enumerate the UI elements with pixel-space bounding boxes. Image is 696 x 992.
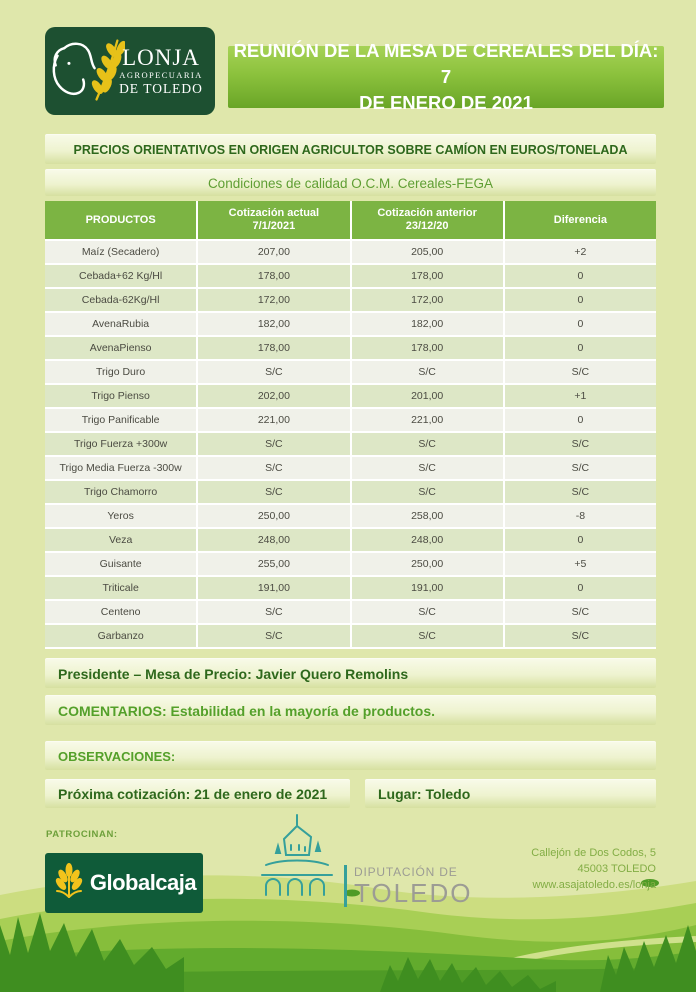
wheat-icon — [52, 863, 86, 903]
value-cell: 0 — [505, 289, 656, 311]
column-header-label: Diferencia — [553, 213, 607, 226]
contact-address — [531, 845, 656, 893]
value-cell: 178,00 — [352, 337, 505, 359]
product-cell: Cebada-62Kg/Hl — [45, 289, 198, 311]
column-header-label: Cotización actual — [228, 207, 320, 219]
value-cell: +2 — [505, 241, 656, 263]
value-cell: S/C — [198, 361, 351, 383]
product-cell: Maíz (Secadero) — [45, 241, 198, 263]
value-cell: 202,00 — [198, 385, 351, 407]
precios-band: PRECIOS ORIENTATIVOS EN ORIGEN AGRICULTOR SOBRE CAMÍON EN EUROS/TONELADA — [45, 134, 656, 164]
table-row — [45, 409, 656, 433]
value-cell: 250,00 — [352, 553, 505, 575]
value-cell: 221,00 — [352, 409, 505, 431]
presidente-band: Presidente – Mesa de Precio: Javier Quero Remolins — [45, 658, 656, 688]
value-cell: S/C — [198, 457, 351, 479]
column-header-sublabel: 7/1/2021 — [252, 220, 296, 232]
value-cell: S/C — [198, 625, 351, 647]
table-row — [45, 337, 656, 361]
product-cell: Veza — [45, 529, 198, 551]
product-cell: Trigo Duro — [45, 361, 198, 383]
value-cell: 255,00 — [198, 553, 351, 575]
table-header-row — [45, 201, 656, 241]
value-cell: 0 — [505, 529, 656, 551]
logo-name-line3: DE TOLEDO — [119, 80, 203, 96]
value-cell: S/C — [198, 481, 351, 503]
product-cell: Trigo Media Fuerza -300w — [45, 457, 198, 479]
product-cell: Yeros — [45, 505, 198, 527]
value-cell: 191,00 — [352, 577, 505, 599]
value-cell: 0 — [505, 577, 656, 599]
product-cell: Trigo Pienso — [45, 385, 198, 407]
column-header-productos — [45, 201, 198, 239]
product-cell: AvenaPienso — [45, 337, 198, 359]
lugar-band: Lugar: Toledo — [365, 779, 656, 808]
value-cell: 0 — [505, 313, 656, 335]
value-cell: +5 — [505, 553, 656, 575]
logo-name-line2: AGROPECUARIA — [119, 69, 203, 80]
table-row — [45, 481, 656, 505]
value-cell: S/C — [505, 433, 656, 455]
column-header-label: PRODUCTOS — [85, 213, 156, 226]
globalcaja-label: Globalcaja — [89, 870, 197, 895]
address-city: 45003 TOLEDO — [577, 863, 656, 875]
value-cell: S/C — [505, 457, 656, 479]
diputacion-building-icon — [252, 813, 342, 913]
value-cell: 172,00 — [352, 289, 505, 311]
value-cell: S/C — [505, 481, 656, 503]
meeting-title-line1: REUNIÓN DE LA MESA DE CEREALES DEL DÍA: 7 — [233, 40, 659, 87]
value-cell: S/C — [352, 361, 505, 383]
meeting-title-banner — [228, 40, 664, 113]
value-cell: 191,00 — [198, 577, 351, 599]
product-cell: Guisante — [45, 553, 198, 575]
price-table — [45, 201, 656, 649]
logo-name-line1: LONJA — [122, 44, 200, 70]
column-header-sublabel: 23/12/20 — [405, 220, 449, 232]
address-website: www.asajatoledo.es/lonja — [532, 879, 656, 891]
value-cell: 0 — [505, 265, 656, 287]
table-row — [45, 601, 656, 625]
table-row — [45, 313, 656, 337]
diputacion-text — [344, 865, 472, 907]
value-cell: 0 — [505, 409, 656, 431]
product-cell: Trigo Fuerza +300w — [45, 433, 198, 455]
table-row — [45, 289, 656, 313]
table-row — [45, 361, 656, 385]
comentarios-band: COMENTARIOS: Estabilidad en la mayoría de productos. — [45, 695, 656, 725]
diputacion-line1: DIPUTACIÓN DE — [354, 865, 458, 879]
product-cell: Triticale — [45, 577, 198, 599]
value-cell: S/C — [505, 625, 656, 647]
value-cell: 248,00 — [352, 529, 505, 551]
value-cell: -8 — [505, 505, 656, 527]
table-row — [45, 553, 656, 577]
value-cell: 0 — [505, 337, 656, 359]
diputacion-toledo-logo — [252, 813, 473, 917]
column-header-cotizacion-actual — [198, 201, 351, 239]
value-cell: +1 — [505, 385, 656, 407]
value-cell: S/C — [352, 601, 505, 623]
globalcaja-logo — [45, 853, 203, 913]
value-cell: S/C — [198, 433, 351, 455]
meeting-title-line2: DE ENERO DE 2021 — [359, 92, 533, 113]
value-cell: 201,00 — [352, 385, 505, 407]
table-row — [45, 505, 656, 529]
value-cell: S/C — [352, 625, 505, 647]
column-header-cotizacion-anterior — [352, 201, 505, 239]
diputacion-line2: TOLEDO — [354, 878, 473, 908]
table-row — [45, 577, 656, 601]
value-cell: S/C — [505, 361, 656, 383]
value-cell: 178,00 — [198, 337, 351, 359]
product-cell: Cebada+62 Kg/Hl — [45, 265, 198, 287]
table-row — [45, 241, 656, 265]
value-cell: S/C — [198, 601, 351, 623]
lonja-logo — [45, 27, 215, 115]
product-cell: Garbanzo — [45, 625, 198, 647]
value-cell: 178,00 — [352, 265, 505, 287]
table-row — [45, 529, 656, 553]
value-cell: 207,00 — [198, 241, 351, 263]
product-cell: Trigo Chamorro — [45, 481, 198, 503]
value-cell: 250,00 — [198, 505, 351, 527]
table-row — [45, 385, 656, 409]
table-row — [45, 265, 656, 289]
product-cell: AvenaRubia — [45, 313, 198, 335]
value-cell: 182,00 — [352, 313, 505, 335]
table-row — [45, 625, 656, 649]
value-cell: 172,00 — [198, 289, 351, 311]
value-cell: 258,00 — [352, 505, 505, 527]
address-street: Callejón de Dos Codos, 5 — [531, 847, 656, 859]
proxima-cotizacion-band: Próxima cotización: 21 de enero de 2021 — [45, 779, 350, 808]
value-cell: 205,00 — [352, 241, 505, 263]
value-cell: S/C — [505, 601, 656, 623]
product-cell: Trigo Panificable — [45, 409, 198, 431]
table-row — [45, 433, 656, 457]
product-cell: Centeno — [45, 601, 198, 623]
value-cell: S/C — [352, 433, 505, 455]
value-cell: S/C — [352, 457, 505, 479]
value-cell: 182,00 — [198, 313, 351, 335]
table-body — [45, 241, 656, 649]
value-cell: 178,00 — [198, 265, 351, 287]
table-row — [45, 457, 656, 481]
patrocinan-label: PATROCINAN: — [46, 829, 118, 840]
value-cell: 221,00 — [198, 409, 351, 431]
column-header-label: Cotización anterior — [377, 207, 477, 219]
value-cell: 248,00 — [198, 529, 351, 551]
observaciones-band: OBSERVACIONES: — [45, 741, 656, 770]
column-header-diferencia — [505, 201, 656, 239]
condiciones-band: Condiciones de calidad O.C.M. Cereales-FEGA — [45, 169, 656, 196]
value-cell: S/C — [352, 481, 505, 503]
lonja-logo-text — [111, 46, 211, 97]
